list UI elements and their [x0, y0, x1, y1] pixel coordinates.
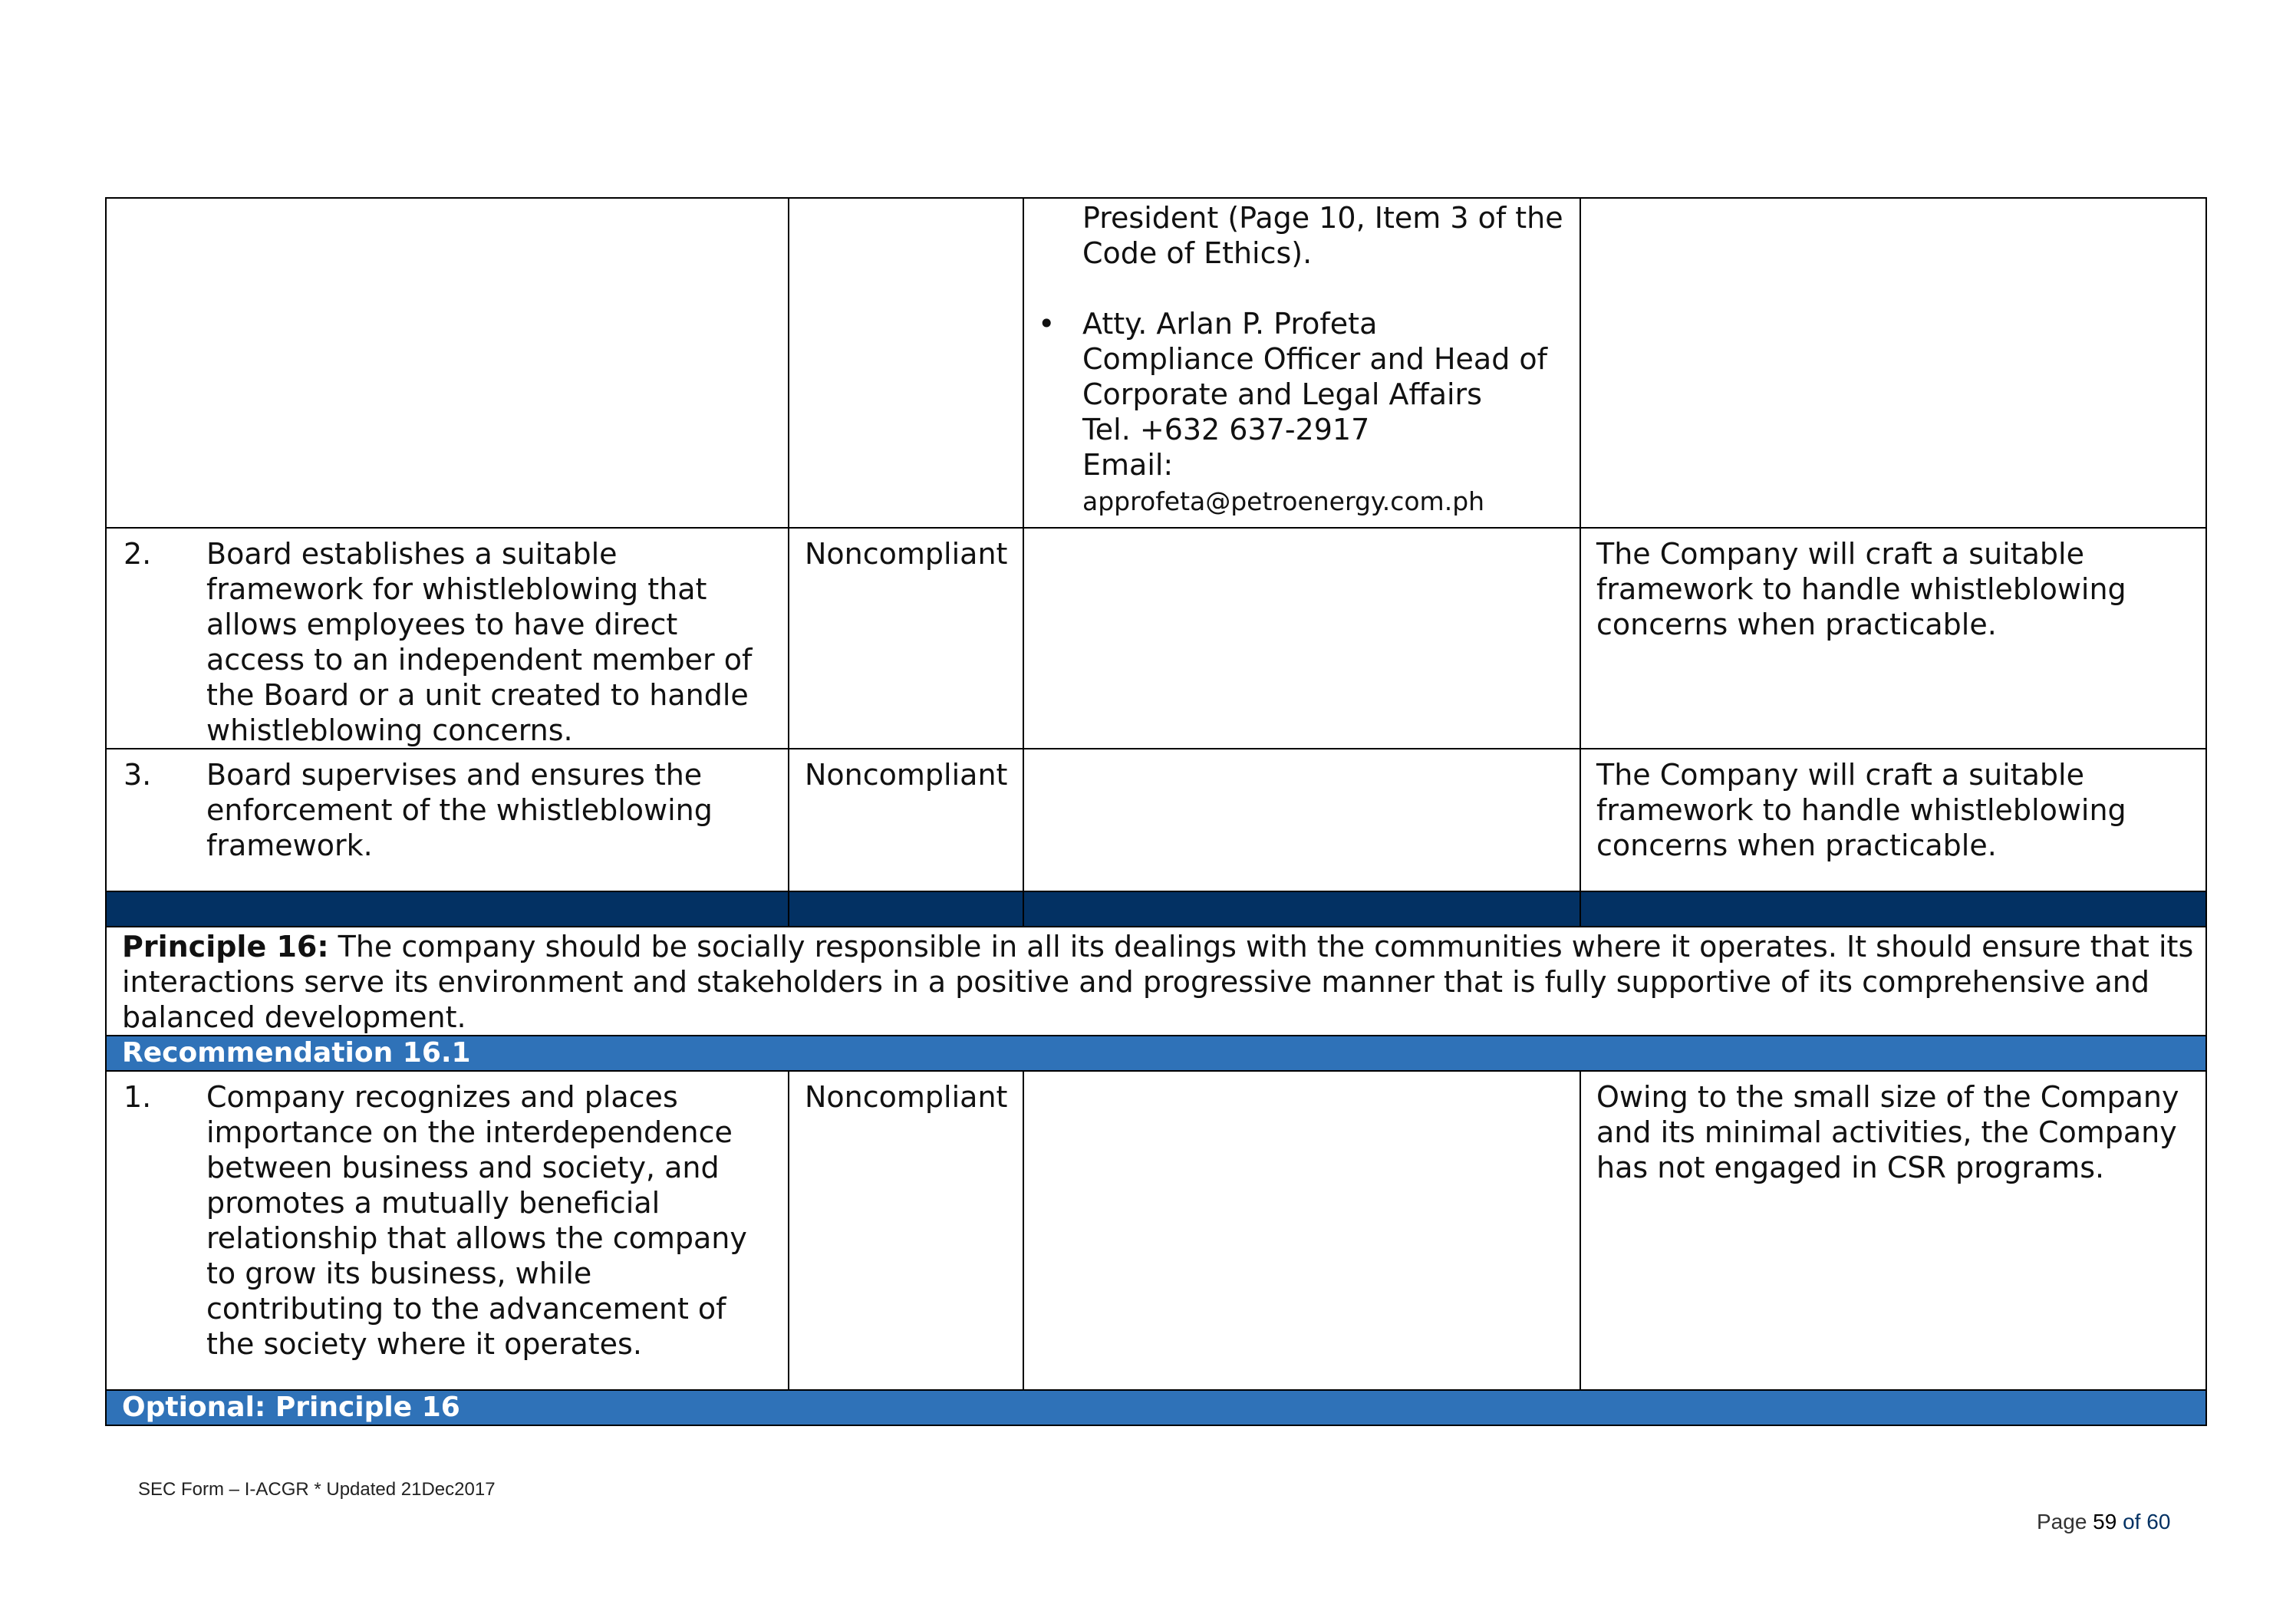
section-divider [106, 891, 2206, 927]
principle-cell [106, 927, 2206, 1036]
page-indicator [2037, 1510, 2170, 1534]
contact-bullet [1024, 271, 1580, 527]
contact-email-line [1082, 447, 1572, 519]
status-cell [789, 528, 1023, 749]
page-prefix: Page [2037, 1510, 2093, 1533]
recommendation-header: Recommendation 16.1 [106, 1036, 2206, 1071]
remarks-cell [1580, 749, 2206, 891]
recommendation-item [107, 536, 788, 748]
explanation-line: President (Page 10, Item 3 of the [1082, 201, 1563, 235]
compliance-status: Noncompliant [805, 758, 1008, 792]
explanation-cell [1023, 749, 1580, 891]
table-row [106, 198, 2206, 528]
remarks-text: Owing to the small size of the Company and its minimal activities, the Company has not engaged in CSR programs. [1596, 1080, 2179, 1184]
recommendation-item [107, 757, 788, 863]
optional-header-row [106, 1390, 2206, 1425]
email-label: Email: [1082, 448, 1174, 482]
remarks-cell [1580, 198, 2206, 528]
recommendation-cell [106, 198, 789, 528]
item-number: 2. [124, 537, 152, 571]
principle-text: The company should be socially responsible in all its dealings with the communities where it operates. It should ensure that its interactions serve its environment and stakeholders in a positive and progressive manner that is fully supportive of its comprehensive and balanced development. [122, 930, 2194, 1034]
page-of: of [2116, 1510, 2147, 1533]
recommendation-header-row [106, 1036, 2206, 1071]
status-cell [789, 749, 1023, 891]
contact-name: Atty. Arlan P. Profeta [1082, 307, 1378, 341]
contact-title: Corporate and Legal Affairs [1082, 377, 1482, 411]
table-row [106, 528, 2206, 749]
bullet-icon: • [1038, 307, 1056, 341]
recommendation-item [107, 1079, 788, 1362]
email-address: approfeta@petroenergy.com.ph [1082, 486, 1485, 516]
page-total: 60 [2146, 1510, 2171, 1533]
status-cell [789, 198, 1023, 528]
compliance-status: Noncompliant [805, 537, 1008, 571]
remarks-text: The Company will craft a suitable framework to handle whistleblowing concerns when practicable. [1596, 758, 2126, 862]
contact-tel: Tel. +632 637-2917 [1082, 413, 1370, 446]
compliance-table [105, 197, 2207, 1426]
recommendation-cell [106, 749, 789, 891]
explanation-continuation [1024, 199, 1580, 271]
optional-header: Optional: Principle 16 [106, 1390, 2206, 1425]
contact-title: Compliance Officer and Head of [1082, 342, 1548, 376]
explanation-line: Code of Ethics). [1082, 236, 1313, 270]
recommendation-text: Board establishes a suitable framework for whistleblowing that allows employees to have direct access to an independent member of the Board or a unit created to handle whistleblowing concerns. [206, 537, 753, 747]
explanation-cell [1023, 198, 1580, 528]
explanation-cell [1023, 528, 1580, 749]
item-number: 1. [124, 1080, 152, 1114]
recommendation-cell [106, 528, 789, 749]
remarks-cell [1580, 1071, 2206, 1390]
form-id: SEC Form – I-ACGR * Updated 21Dec2017 [138, 1479, 496, 1500]
item-number: 3. [124, 758, 152, 792]
remarks-cell [1580, 528, 2206, 749]
recommendation-text: Board supervises and ensures the enforcement of the whistleblowing framework. [206, 758, 713, 862]
remarks-text: The Company will craft a suitable framework to handle whistleblowing concerns when practicable. [1596, 537, 2126, 641]
recommendation-text: Company recognizes and places importance on the interdependence between business and society, and promotes a mutually beneficial relationship that allows the company to grow its business, while contributing to the advancement of the society where it operates. [206, 1080, 747, 1361]
principle-row [106, 927, 2206, 1036]
status-cell [789, 1071, 1023, 1390]
table-row [106, 749, 2206, 891]
compliance-status: Noncompliant [805, 1080, 1008, 1114]
table-row [106, 1071, 2206, 1390]
explanation-cell [1023, 1071, 1580, 1390]
page-number: 59 [2093, 1510, 2117, 1533]
principle-label: Principle 16: [122, 930, 329, 964]
recommendation-cell [106, 1071, 789, 1390]
